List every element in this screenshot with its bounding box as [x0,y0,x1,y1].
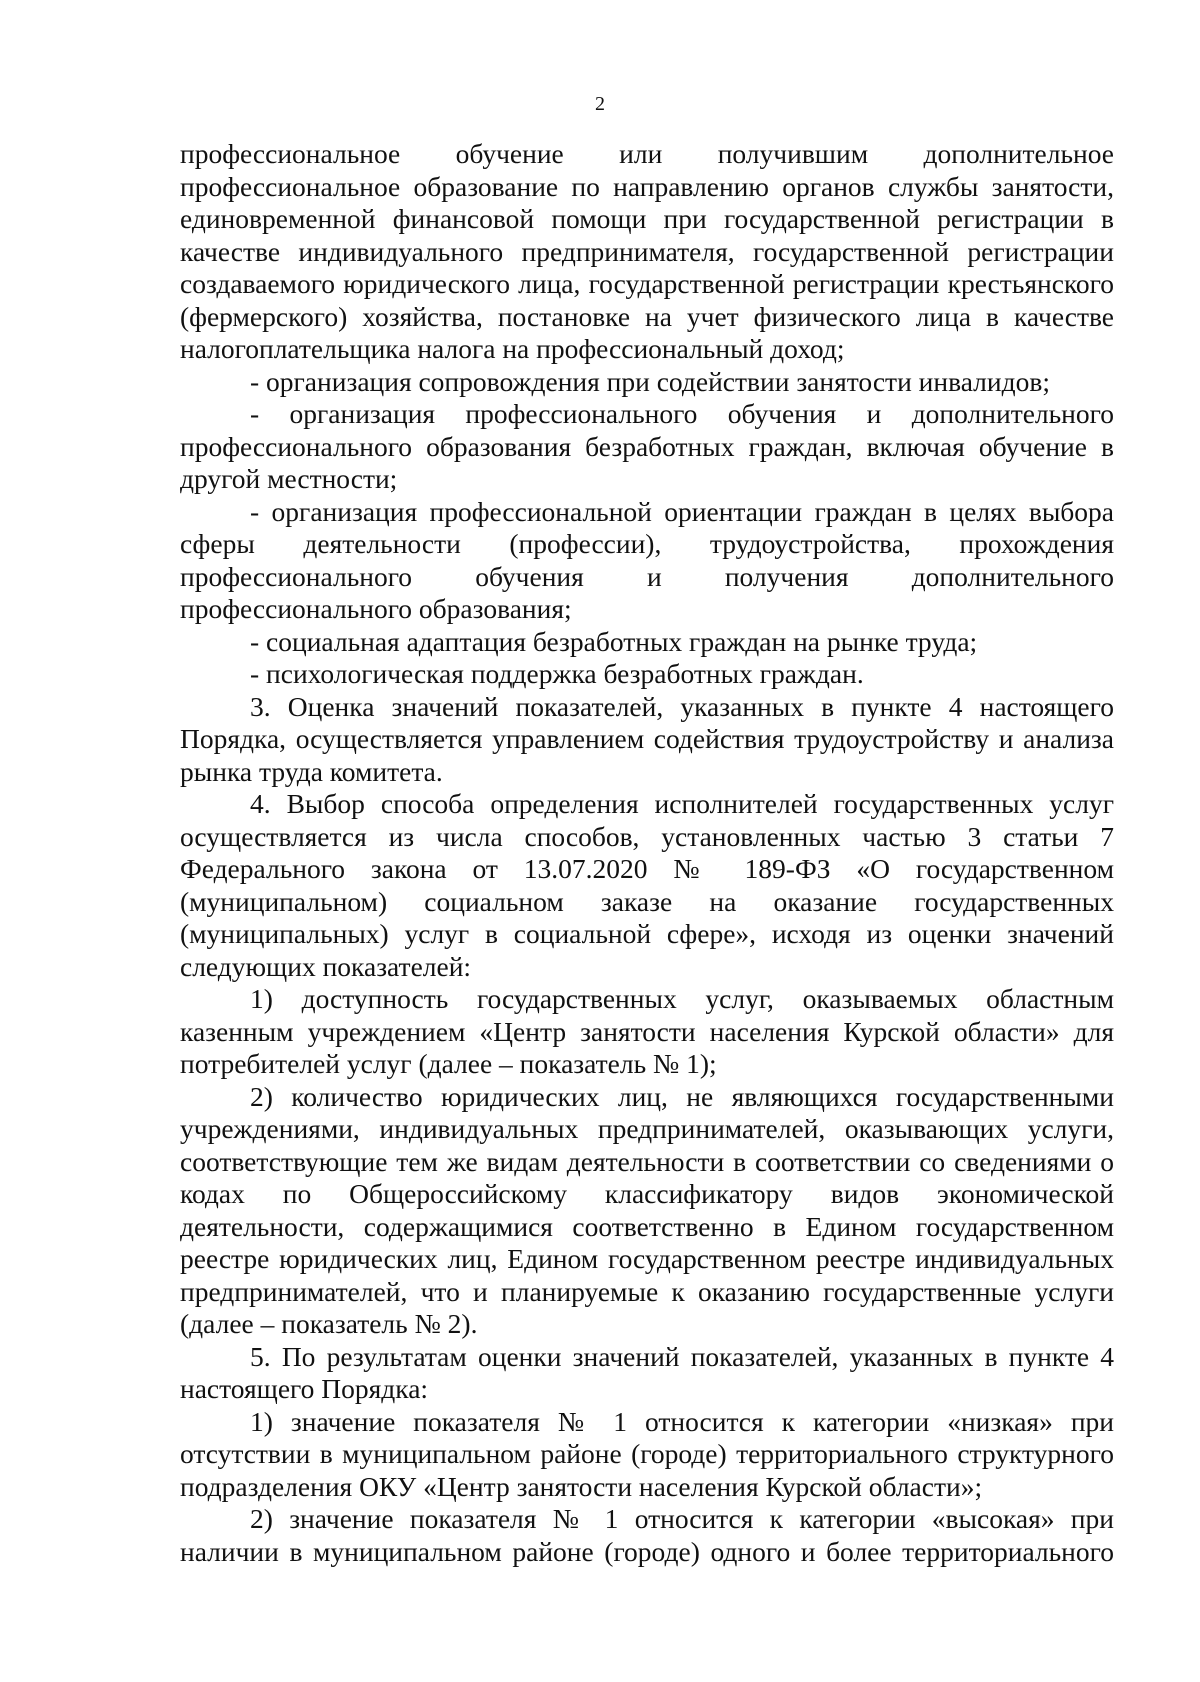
paragraph-item-4-1: 1) доступность государственных услуг, оказываемых областным казенным учреждением «Центр занятости населения Курской области» для потребителей услуг (далее – показатель № 1); [180,983,1114,1079]
document-body [180,138,1114,1568]
paragraph-item-3: 3. Оценка значений показателей, указанных в пункте 4 настоящего Порядка, осуществляется управлением содействия трудоустройству и анализа рынка труда комитета. [180,690,1114,787]
paragraph-psychological-support: - психологическая поддержка безработных граждан. [250,658,864,689]
paragraph-item-5-1: 1) значение показателя № 1 относится к категории «низкая» при отсутствии в муниципальном районе (городе) территориального структурного подразделения ОКУ «Центр занятости населения Курской области»; [180,1405,1114,1502]
paragraph-item-5: 5. По результатам оценки значений показателей, указанных в пункте 4 настоящего Порядка: [180,1340,1114,1404]
paragraph-item-4: 4. Выбор способа определения исполнителей государственных услуг осуществляется из числа способов, установленных частью 3 статьи 7 Федерального закона от 13.07.2020 № 189-ФЗ «О государственном (муниципальном) социальном заказе на оказание государственных (муниципальных) услуг в социальной сфере», исходя из оценки значений следующих показателей: [180,788,1114,982]
paragraph-career-guidance: - организация профессиональной ориентации граждан в целях выбора сферы деятельности (профессии), трудоустройства, прохождения профессионального обучения и получения дополнительного профессионального образования; [180,495,1114,624]
paragraph-vocational-training: - организация профессионального обучения и дополнительного профессионального образования безработных граждан, включая обучение в другой местности; [180,398,1114,494]
page-number: 2 [595,93,605,115]
paragraph-item-5-2: 2) значение показателя № 1 относится к категории «высокая» при наличии в муниципальном районе (городе) одного и более территориального [180,1503,1114,1567]
paragraph-continuation: профессиональное обучение или получившим дополнительное профессиональное образование по направлению органов службы занятости, единовременной финансовой помощи при государственной регистрации в качестве индивидуального предпринимателя, государственной регистрации создаваемого юридического лица, государственной регистрации крестьянского (фермерского) хозяйства, постановке на учет физического лица в качестве налогоплательщика налога на профессиональный доход; [180,138,1114,364]
paragraph-item-4-2: 2) количество юридических лиц, не являющихся государственными учреждениями, индивидуальных предпринимателей, оказывающих услуги, соответствующие тем же видам деятельности в соответствии со сведениями о кодах по Общероссийскому классификатору видов экономической деятельности, содержащимися соответственно в Едином государственном реестре юридических лиц, Едином государственном реестре индивидуальных предпринимателей, что и планируемые к оказанию государственные услуги (далее – показатель № 2). [180,1080,1114,1339]
paragraph-support-disabled: - организация сопровождения при содействии занятости инвалидов; [250,365,1050,397]
paragraph-social-adaptation: - социальная адаптация безработных граждан на рынке труда; [250,625,978,657]
